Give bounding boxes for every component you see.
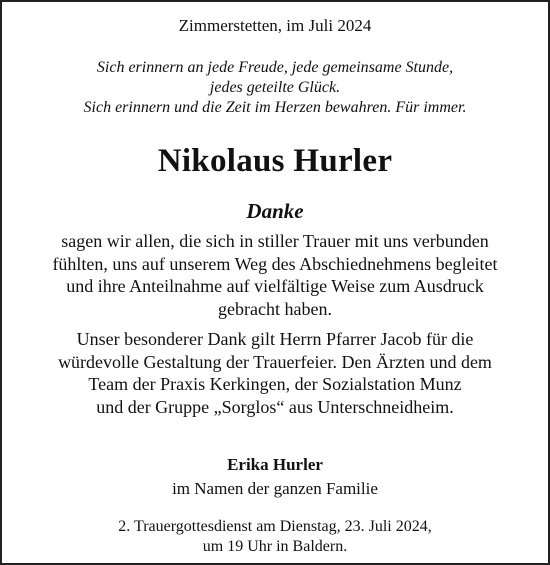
service-line: 2. Trauergottesdienst am Dienstag, 23. Juli 2024, xyxy=(118,518,432,535)
paragraph-line: sagen wir allen, die sich in stiller Trauer mit uns verbunden xyxy=(61,231,489,251)
thanks-heading: Danke xyxy=(246,199,304,223)
paragraph-line: fühlten, uns auf unserem Weg des Abschiednehmens begleitet xyxy=(52,253,498,274)
signer-family-line: im Namen der ganzen Familie xyxy=(172,479,378,498)
paragraph-line: und ihre Anteilnahme auf vielfältige Weise zum Ausdruck xyxy=(66,276,484,296)
signer-name: Erika Hurler xyxy=(227,455,323,474)
quote-line: jedes geteilte Glück. xyxy=(209,79,341,96)
paragraph-line: gebracht haben. xyxy=(218,298,332,319)
thanks-paragraph-2 xyxy=(0,328,550,418)
service-line: um 19 Uhr in Baldern. xyxy=(202,538,348,555)
memorial-quote xyxy=(0,58,550,118)
paragraph-line: würdevolle Gestaltung der Trauerfeier. Den Ärzten und dem xyxy=(58,351,492,372)
paragraph-line: und der Gruppe „Sorglos“ aus Unterschneidheim. xyxy=(96,396,454,417)
paragraph-line: Team der Praxis Kerkingen, der Sozialstation Munz xyxy=(88,374,462,394)
place-and-date: Zimmerstetten, im Juli 2024 xyxy=(178,16,372,35)
quote-line: Sich erinnern an jede Freude, jede gemeinsame Stunde, xyxy=(96,59,454,76)
deceased-name: Nikolaus Hurler xyxy=(157,143,393,179)
memorial-service-notice xyxy=(0,517,550,557)
thanks-paragraph-1 xyxy=(0,230,550,320)
paragraph-line: Unser besonderer Dank gilt Herrn Pfarrer Jacob für die xyxy=(76,329,474,349)
quote-line: Sich erinnern und die Zeit im Herzen bewahren. Für immer. xyxy=(83,99,467,116)
